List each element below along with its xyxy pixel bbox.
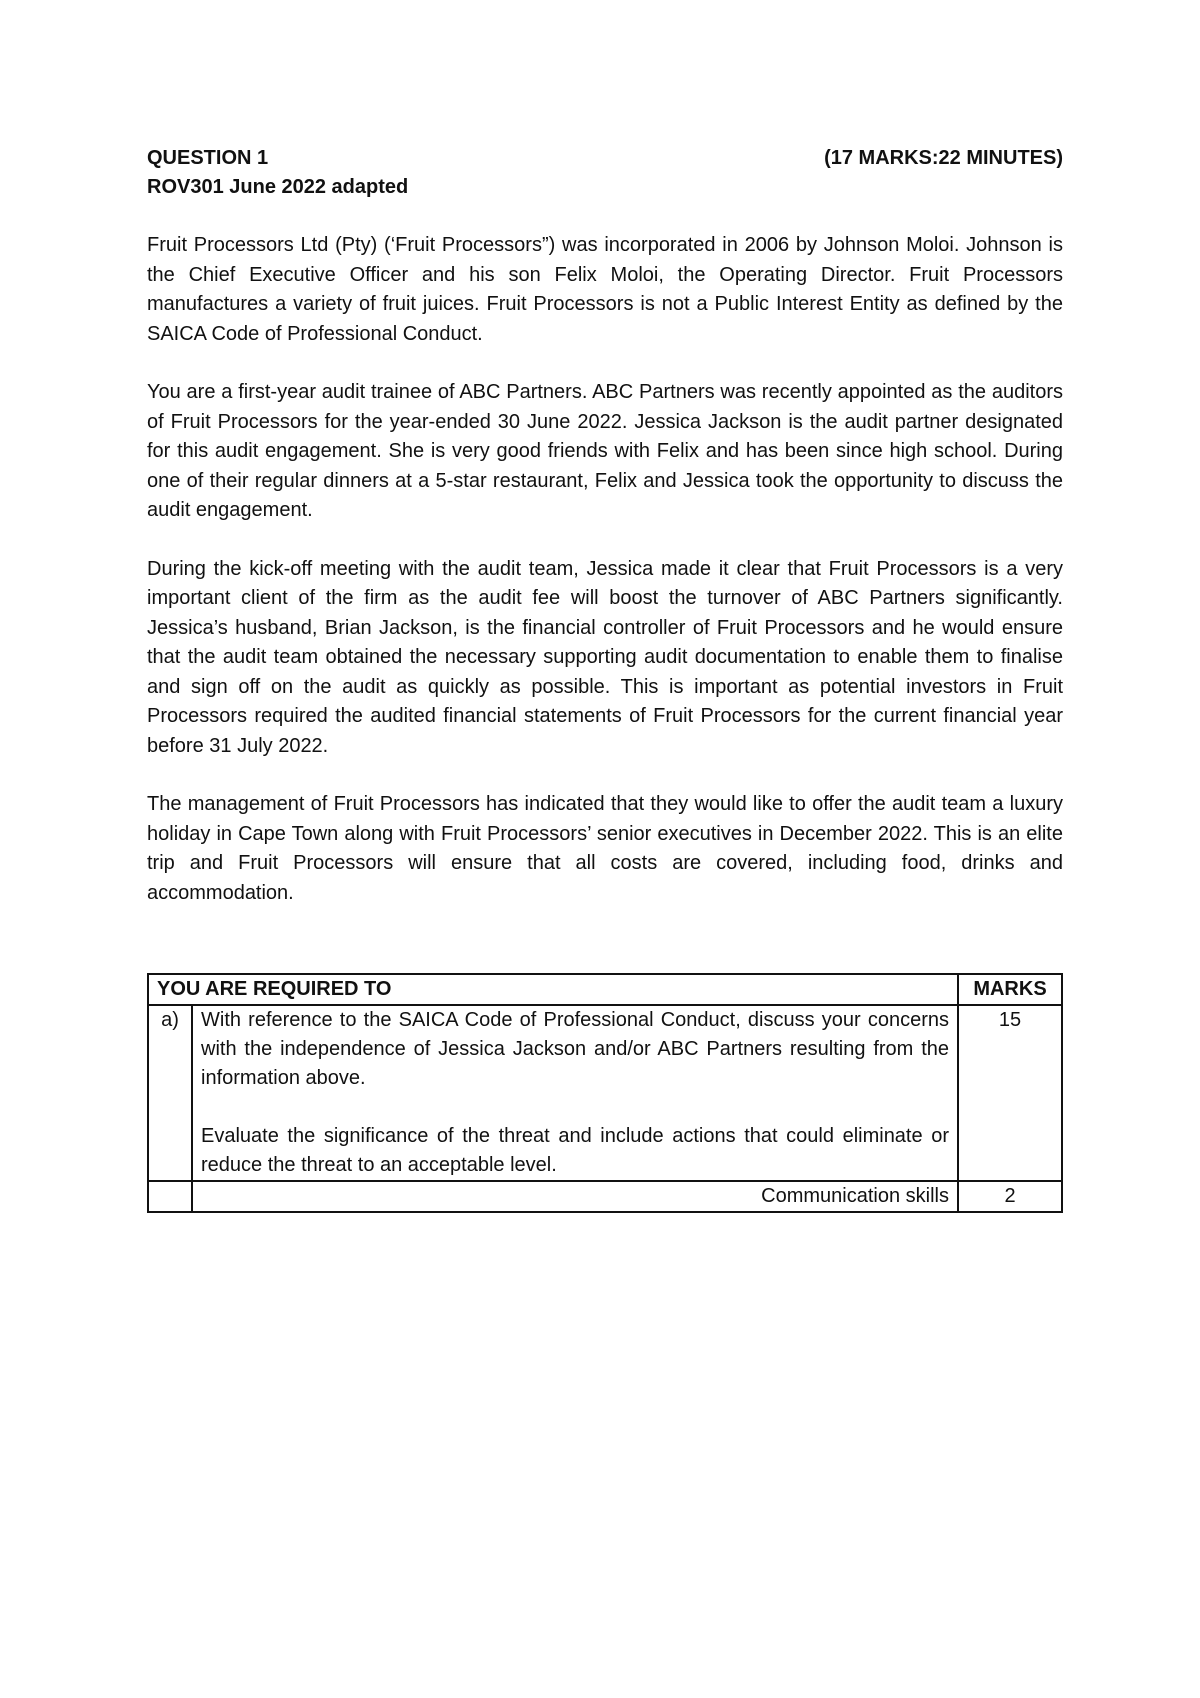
- question-header: [147, 144, 1063, 173]
- requirement-text-1: With reference to the SAICA Code of Professional Conduct, discuss your concerns with the independence of Jessica Jackson and/or ABC Partners resulting from the information above.: [201, 1009, 949, 1089]
- row-description: [192, 1005, 958, 1181]
- header-required: YOU ARE REQUIRED TO: [148, 974, 958, 1005]
- question-subtitle: ROV301 June 2022 adapted: [147, 176, 409, 198]
- communication-marks: 2: [958, 1181, 1062, 1212]
- table-row: [148, 1181, 1062, 1212]
- table-header-row: [148, 974, 1062, 1005]
- paragraph-3: During the kick-off meeting with the audit team, Jessica made it clear that Fruit Processors is a very important client of the firm as the audit fee will boost the turnover of ABC Partners significantly. Jessica’s husband, Brian Jackson, is the financial controller of Fruit Processors and he would ensure that the audit team obtained the necessary supporting audit documentation to enable them to finalise and sign off on the audit as quickly as possible. This is important as potential investors in Fruit Processors required the audited financial statements of Fruit Processors for the current financial year before 31 July 2022.: [147, 557, 1063, 757]
- paragraph-1: Fruit Processors Ltd (Pty) (‘Fruit Processors”) was incorporated in 2006 by Johnson Moloi. Johnson is the Chief Executive Officer and his son Felix Moloi, the Operating Director. Fruit Processors manufactures a variety of fruit juices. Fruit Processors is not a Public Interest Entity as defined by the SAICA Code of Professional Conduct.: [147, 234, 1063, 345]
- requirements-table: [147, 973, 1063, 1213]
- marks-time: (17 MARKS:22 MINUTES): [824, 147, 1063, 169]
- row-label: a): [148, 1005, 192, 1181]
- row-marks: 15: [958, 1005, 1062, 1181]
- row-label-empty: [148, 1181, 192, 1212]
- paragraph-4: The management of Fruit Processors has indicated that they would like to offer the audit team a luxury holiday in Cape Town along with Fruit Processors’ senior executives in December 2022. This is an elite trip and Fruit Processors will ensure that all costs are covered, including food, drinks and accommodation.: [147, 793, 1063, 904]
- table-row: [148, 1005, 1062, 1181]
- communication-label: Communication skills: [192, 1181, 958, 1212]
- paragraph-2: You are a first-year audit trainee of ABC Partners. ABC Partners was recently appointed as the auditors of Fruit Processors for the year-ended 30 June 2022. Jessica Jackson is the audit partner designated for this audit engagement. She is very good friends with Felix and has been since high school. During one of their regular dinners at a 5-star restaurant, Felix and Jessica took the opportunity to discuss the audit engagement.: [147, 381, 1063, 521]
- requirement-text-2: Evaluate the significance of the threat and include actions that could eliminate or reduce the threat to an acceptable level.: [201, 1125, 949, 1176]
- header-marks: MARKS: [958, 974, 1062, 1005]
- question-page: [147, 144, 1063, 1207]
- question-title: QUESTION 1: [147, 147, 269, 169]
